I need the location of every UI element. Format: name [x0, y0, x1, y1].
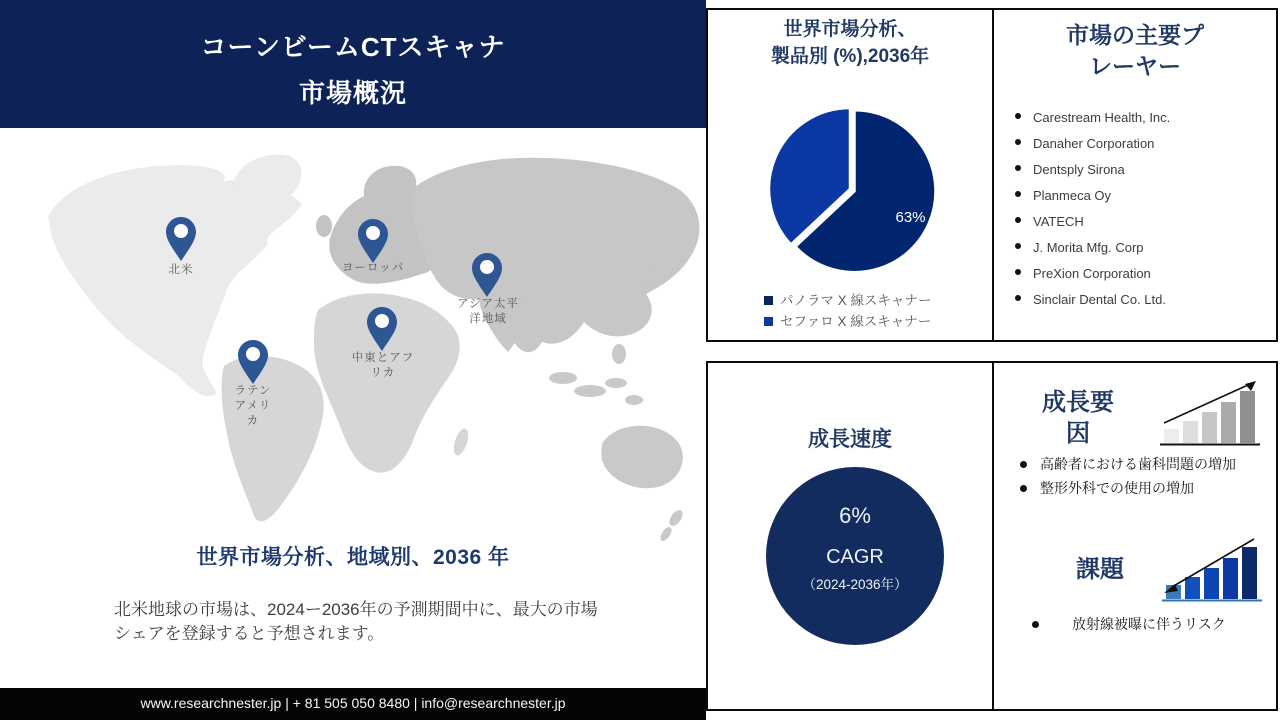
player-item: Dentsply Sirona: [1010, 162, 1270, 177]
rising-bars-blue-icon: [1162, 535, 1262, 609]
main-title-line2: 市場概況: [298, 78, 407, 108]
pie-slice-data-label: 63%: [895, 209, 926, 227]
growth-factors-section: [992, 361, 1278, 711]
product-share-section: [706, 8, 994, 342]
key-players-title-line1: 市場の主要プ: [1066, 22, 1204, 48]
map-new-zealand-n: [667, 508, 686, 528]
map-label-latin-america: ラテンアメリカ: [234, 385, 272, 427]
legend-item-panoramic: [764, 290, 932, 311]
map-madagascar: [451, 427, 471, 457]
cagr-circle: [766, 467, 944, 645]
map-label-asia-pacific: アジア太平洋地域: [456, 298, 520, 325]
map-pin-latin-america: [237, 339, 269, 385]
location-pin-icon: [357, 218, 389, 264]
map-pin-europe: [357, 218, 389, 264]
product-share-title: [708, 16, 992, 70]
map-pin-middle-east-africa: [366, 306, 398, 352]
contact-footer: [0, 688, 706, 720]
location-pin-icon: [471, 252, 503, 298]
pie-legend: [764, 290, 932, 332]
regional-analysis-heading: 世界市場分析、地域別、2036 年: [196, 546, 510, 569]
challenges-list: [1026, 615, 1272, 639]
map-label-middle-east-africa: 中東とアフリカ: [351, 352, 415, 379]
regional-note-line1: 北米地球の市場は、2024ー2036年の予測期間中に、最大の市場: [114, 600, 598, 619]
contact-footer-text: www.researchnester.jp | + 81 505 050 8480 | info@researchnester.jp: [140, 695, 566, 711]
map-indonesia-1: [549, 372, 577, 384]
key-players-section: [992, 8, 1278, 342]
cagr-metric: CAGR: [826, 546, 884, 568]
map-pin-north-america: [165, 216, 197, 262]
product-share-pie-chart: [759, 98, 941, 280]
challenges-title: 課題: [1076, 556, 1124, 583]
growth-factors-list: [1014, 455, 1272, 503]
location-pin-icon: [165, 216, 197, 262]
legend-label-cephalo: セファロ X 線スキャナー: [780, 314, 932, 329]
challenge-item: 放射線被曝に伴うリスク: [1026, 615, 1272, 634]
rising-bars-gray-icon: [1160, 379, 1260, 453]
growth-factors-title-line1: 成長要: [1042, 389, 1114, 416]
map-label-europe: ヨーロッパ: [341, 262, 405, 274]
map-label-north-america: 北米: [168, 264, 194, 276]
legend-item-cephalo: [764, 311, 932, 332]
map-new-zealand-s: [658, 525, 674, 542]
map-indonesia-3: [605, 378, 627, 388]
location-pin-icon: [366, 306, 398, 352]
map-indonesia-4: [625, 395, 643, 405]
key-players-title-line2: レーヤー: [1089, 53, 1181, 79]
player-item: Danaher Corporation: [1010, 136, 1270, 151]
player-item: Carestream Health, Inc.: [1010, 110, 1270, 125]
growth-rate-section: [706, 361, 994, 711]
map-pin-asia-pacific: [471, 252, 503, 298]
cagr-value: 6%: [839, 503, 871, 528]
map-uk: [316, 215, 332, 237]
product-share-title-line1: 世界市場分析、: [783, 19, 917, 40]
growth-rate-title: 成長速度: [808, 428, 892, 451]
world-map: [18, 142, 702, 542]
growth-factor-item: 整形外科での使用の増加: [1014, 479, 1272, 498]
map-australia: [601, 426, 683, 489]
player-item: Sinclair Dental Co. Ltd.: [1010, 292, 1270, 307]
map-indonesia-2: [574, 385, 606, 397]
location-pin-icon: [237, 339, 269, 385]
map-philippines: [612, 344, 626, 364]
legend-label-panoramic: パノラマ X 線スキャナー: [780, 293, 932, 308]
legend-swatch-panoramic: [764, 296, 773, 305]
key-players-list: [1010, 110, 1270, 318]
key-players-title: [994, 20, 1276, 82]
regional-note-line2: シェアを登録すると予想されます。: [114, 624, 385, 643]
growth-factors-title-line2: 因: [1066, 420, 1090, 447]
growth-factor-item: 高齢者における歯科問題の増加: [1014, 455, 1272, 474]
product-share-title-line2: 製品別 (%),2036年: [770, 46, 930, 67]
growth-factors-title: [1018, 387, 1138, 449]
player-item: PreXion Corporation: [1010, 266, 1270, 281]
main-title-line1: コーンビームCTスキャナ: [200, 32, 506, 62]
player-item: Planmeca Oy: [1010, 188, 1270, 203]
player-item: VATECH: [1010, 214, 1270, 229]
regional-analysis-note: [114, 598, 654, 646]
legend-swatch-cephalo: [764, 317, 773, 326]
cagr-period: （2024-2036年）: [802, 577, 908, 592]
main-title-band: [0, 0, 706, 128]
player-item: J. Morita Mfg. Corp: [1010, 240, 1270, 255]
